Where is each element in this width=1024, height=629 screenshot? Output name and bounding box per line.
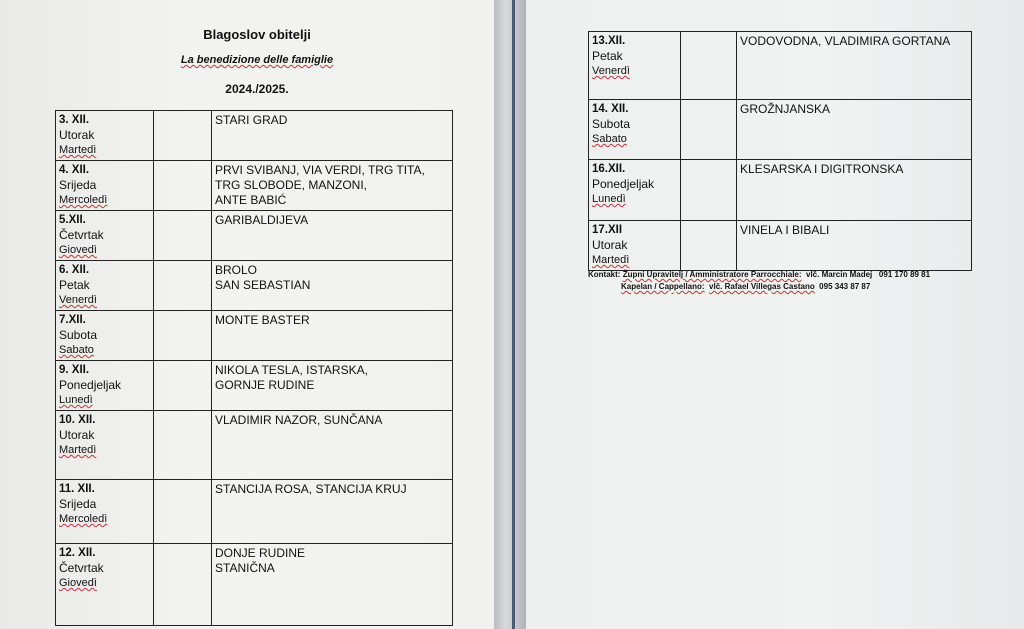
date-cell — [56, 261, 154, 311]
date-cell — [56, 161, 154, 211]
table-row — [56, 161, 453, 211]
date-cell — [56, 480, 154, 544]
table-row — [589, 100, 972, 160]
table-row — [56, 544, 453, 626]
date-label: 17.XII — [592, 224, 623, 236]
empty-cell — [154, 311, 212, 361]
location-line: NIKOLA TESLA, ISTARSKA, — [215, 363, 368, 377]
day-label: Četvrtak — [59, 561, 104, 575]
date-cell — [589, 160, 681, 221]
day-label: Ponedjeljak — [592, 177, 655, 191]
day-label-italian: Giovedì — [59, 577, 97, 589]
date-label: 10. XII. — [59, 414, 96, 426]
locations-cell — [737, 160, 972, 221]
date-cell — [56, 361, 154, 411]
date-label: 4. XII. — [59, 164, 90, 176]
date-label: 12. XII. — [59, 547, 96, 559]
location-line: GROŽNJANSKA — [740, 102, 831, 116]
empty-cell — [681, 32, 737, 100]
empty-cell — [154, 261, 212, 311]
day-label: Ponedjeljak — [59, 378, 122, 392]
location-line: STARI GRAD — [215, 113, 288, 127]
table-row — [589, 221, 972, 271]
table-row — [56, 361, 453, 411]
table-row — [56, 211, 453, 261]
day-label: Petak — [592, 49, 623, 63]
day-label-italian: Venerdì — [592, 65, 630, 77]
day-label-italian: Martedì — [59, 444, 97, 456]
location-line: STANCIJA ROSA, STANCIJA KRUJ — [215, 482, 407, 496]
date-cell — [589, 32, 681, 100]
day-label-italian: Sabato — [592, 133, 627, 145]
day-label-italian: Martedì — [59, 144, 97, 156]
date-cell — [56, 311, 154, 361]
location-line: STANIČNA — [215, 561, 275, 575]
document-year: 2024./2025. — [225, 82, 289, 96]
locations-cell — [212, 544, 453, 626]
day-label-italian: Giovedì — [59, 244, 97, 256]
date-label: 16.XII. — [592, 163, 626, 175]
location-line: ANTE BABIĆ — [215, 193, 287, 207]
document-subtitle: La benedizione delle famiglie — [180, 54, 334, 66]
empty-cell — [154, 411, 212, 480]
day-label: Subota — [59, 328, 98, 342]
date-label: 9. XII. — [59, 364, 90, 376]
empty-cell — [154, 161, 212, 211]
locations-cell — [212, 480, 453, 544]
date-cell — [56, 544, 154, 626]
document-page-left — [0, 0, 494, 629]
empty-cell — [154, 211, 212, 261]
page-divider — [512, 0, 515, 629]
phone-number: 095 343 87 87 — [819, 282, 871, 291]
table-row — [56, 111, 453, 161]
location-line: VINELA I BIBALI — [740, 223, 830, 237]
date-cell — [589, 221, 681, 271]
location-line: BROLO — [215, 263, 258, 277]
day-label-italian: Mercoledì — [59, 194, 108, 206]
table-row — [56, 311, 453, 361]
schedule-table-right — [588, 31, 972, 271]
day-label-italian: Venerdì — [59, 294, 97, 306]
day-label: Četvrtak — [59, 228, 104, 242]
date-cell — [589, 100, 681, 160]
date-cell — [56, 111, 154, 161]
date-label: 3. XII. — [59, 114, 90, 126]
locations-cell — [212, 261, 453, 311]
location-line: VODOVODNA, VLADIMIRA GORTANA — [740, 34, 951, 48]
locations-cell — [737, 221, 972, 271]
day-label: Subota — [592, 117, 631, 131]
day-label-italian: Martedì — [592, 254, 630, 266]
location-line: KLESARSKA I DIGITRONSKA — [740, 162, 904, 176]
location-line: DONJE RUDINE — [215, 546, 306, 560]
locations-cell — [212, 211, 453, 261]
locations-cell — [737, 32, 972, 100]
empty-cell — [681, 100, 737, 160]
date-label: 6. XII. — [59, 264, 90, 276]
day-label: Utorak — [59, 428, 95, 442]
table-row — [56, 480, 453, 544]
phone-number: 091 170 89 81 — [878, 270, 931, 279]
locations-cell — [212, 411, 453, 480]
day-label-italian: Sabato — [59, 344, 94, 356]
empty-cell — [154, 544, 212, 626]
location-line: SAN SEBASTIAN — [215, 278, 311, 292]
day-label: Srijeda — [59, 178, 97, 192]
date-label: 14. XII. — [592, 103, 629, 115]
day-label: Utorak — [59, 128, 95, 142]
day-label: Utorak — [592, 238, 628, 252]
empty-cell — [154, 480, 212, 544]
location-line: MONTE BASTER — [215, 313, 310, 327]
day-label-italian: Mercoledì — [59, 513, 108, 525]
contact-line-1: Kontakt: Župni Upravitelj / Amministratore Parrocchiale: vlč. Marcin Madej 091 170 89 81 — [588, 270, 931, 279]
schedule-table-left — [55, 110, 453, 626]
table-row — [589, 32, 972, 100]
table-row — [56, 261, 453, 311]
locations-cell — [212, 161, 453, 211]
table-row — [56, 411, 453, 480]
document-title: Blagoslov obitelji — [203, 27, 311, 42]
empty-cell — [154, 361, 212, 411]
location-line: TRG SLOBODE, MANZONI, — [215, 178, 368, 192]
day-label-italian: Lunedì — [592, 193, 626, 205]
location-line: GARIBALDIJEVA — [215, 213, 309, 227]
date-label: 13.XII. — [592, 35, 626, 47]
locations-cell — [737, 100, 972, 160]
empty-cell — [681, 160, 737, 221]
day-label: Petak — [59, 278, 90, 292]
date-cell — [56, 411, 154, 480]
page-gutter — [494, 0, 526, 629]
locations-cell — [212, 111, 453, 161]
date-label: 5.XII. — [59, 214, 86, 226]
date-label: 11. XII. — [59, 483, 95, 495]
day-label-italian: Lunedì — [59, 394, 93, 406]
empty-cell — [681, 221, 737, 271]
locations-cell — [212, 311, 453, 361]
contact-line-2: Kapelan / Cappellano: vlč. Rafael Villegas Castano 095 343 87 87 — [621, 282, 871, 291]
empty-cell — [154, 111, 212, 161]
location-line: GORNJE RUDINE — [215, 378, 315, 392]
table-row — [589, 160, 972, 221]
date-label: 7.XII. — [59, 314, 86, 326]
location-line: VLADIMIR NAZOR, SUNČANA — [215, 413, 383, 427]
day-label: Srijeda — [59, 497, 97, 511]
date-cell — [56, 211, 154, 261]
locations-cell — [212, 361, 453, 411]
location-line: PRVI SVIBANJ, VIA VERDI, TRG TITA, — [215, 163, 425, 177]
